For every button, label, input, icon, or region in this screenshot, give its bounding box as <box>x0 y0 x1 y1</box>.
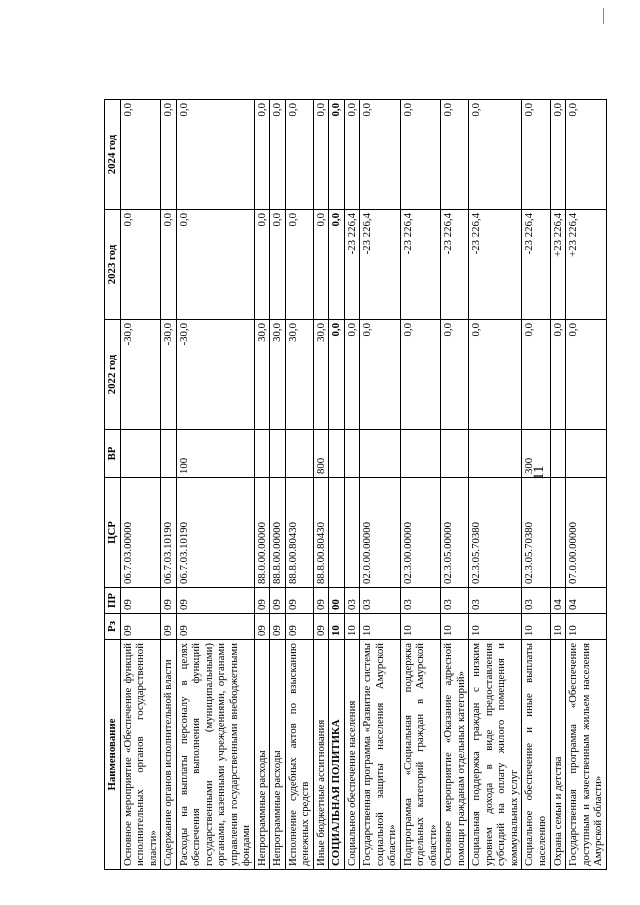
cell-rz: 09 <box>313 614 329 640</box>
cell-rz: 09 <box>161 614 177 640</box>
cell-vr <box>469 430 522 478</box>
cell-rz: 09 <box>270 614 286 640</box>
cell-y2024: 0,0 <box>270 100 286 210</box>
cell-y2023: -23 226,4 <box>441 210 469 320</box>
cell-y2023: +23 226,4 <box>550 210 566 320</box>
cell-rz: 10 <box>344 614 360 640</box>
cell-pr: 03 <box>344 588 360 614</box>
header-csr: ЦСР <box>105 478 121 588</box>
cell-name: Расходы на выплаты персоналу в целях обеспечения выполнения функций государственными (муниципальными) органами, казенными учреждениями, органами управления государственными внебюджетными фондами <box>176 640 254 870</box>
cell-csr <box>550 478 566 588</box>
table-row <box>522 100 550 870</box>
cell-y2022: 0,0 <box>360 320 401 430</box>
cell-csr <box>344 478 360 588</box>
cell-y2024: 0,0 <box>522 100 550 210</box>
rotated-page <box>104 100 634 870</box>
table-row <box>344 100 360 870</box>
cell-pr: 09 <box>270 588 286 614</box>
cell-vr <box>270 430 286 478</box>
cell-csr: 02.3.05.70380 <box>522 478 550 588</box>
cell-y2023: 0,0 <box>161 210 177 320</box>
cell-csr: 06.7.03.10190 <box>161 478 177 588</box>
table-row <box>566 100 607 870</box>
cell-rz: 10 <box>441 614 469 640</box>
cell-y2023: 0,0 <box>176 210 254 320</box>
cell-pr: 09 <box>313 588 329 614</box>
cell-csr: 02.0.00.00000 <box>360 478 401 588</box>
scan-mark <box>603 8 604 24</box>
cell-y2023: -23 226,4 <box>522 210 550 320</box>
cell-y2024: 0,0 <box>176 100 254 210</box>
cell-y2024: 0,0 <box>161 100 177 210</box>
cell-csr: 02.3.00.00000 <box>400 478 441 588</box>
cell-y2024: 0,0 <box>566 100 607 210</box>
table-header-row <box>105 100 121 870</box>
cell-pr: 00 <box>329 588 345 614</box>
table-row <box>313 100 329 870</box>
cell-csr: 06.7.03.10190 <box>176 478 254 588</box>
cell-pr: 04 <box>550 588 566 614</box>
cell-y2024: 0,0 <box>441 100 469 210</box>
cell-rz: 10 <box>566 614 607 640</box>
cell-csr: 88.8.00.00000 <box>270 478 286 588</box>
cell-y2024: 0,0 <box>344 100 360 210</box>
cell-y2023: 0,0 <box>254 210 270 320</box>
cell-y2023: -23 226,4 <box>400 210 441 320</box>
cell-y2024: 0,0 <box>120 100 161 210</box>
cell-csr: 06.7.03.00000 <box>120 478 161 588</box>
cell-pr: 03 <box>522 588 550 614</box>
cell-vr <box>285 430 313 478</box>
cell-name: Социальная поддержка граждан с низким уровнем дохода в виде предоставления субсидий на оплату жилого помещения и коммунальных услуг <box>469 640 522 870</box>
cell-name: Непрограммные расходы <box>270 640 286 870</box>
cell-rz: 10 <box>550 614 566 640</box>
cell-y2022: -30,0 <box>161 320 177 430</box>
cell-rz: 10 <box>522 614 550 640</box>
header-2022: 2022 год <box>105 320 121 430</box>
header-2023: 2023 год <box>105 210 121 320</box>
cell-y2022: 30,0 <box>285 320 313 430</box>
cell-name: Подпрограмма «Социальная поддержка отдельных категорий граждан в Амурской области» <box>400 640 441 870</box>
cell-y2024: 0,0 <box>469 100 522 210</box>
table-row <box>254 100 270 870</box>
cell-pr: 04 <box>566 588 607 614</box>
cell-y2024: 0,0 <box>550 100 566 210</box>
cell-y2024: 0,0 <box>360 100 401 210</box>
table-row <box>120 100 161 870</box>
cell-name: Государственная программа «Развитие системы социальной защиты населения Амурской области» <box>360 640 401 870</box>
table-row <box>441 100 469 870</box>
header-pr: ПР <box>105 588 121 614</box>
cell-y2022: 0,0 <box>441 320 469 430</box>
cell-y2022: 0,0 <box>550 320 566 430</box>
cell-rz: 09 <box>254 614 270 640</box>
cell-y2022: 0,0 <box>400 320 441 430</box>
cell-vr <box>441 430 469 478</box>
cell-vr <box>120 430 161 478</box>
cell-y2023: 0,0 <box>329 210 345 320</box>
cell-vr <box>254 430 270 478</box>
cell-vr: 300 <box>522 430 550 478</box>
cell-csr: 07.0.00.00000 <box>566 478 607 588</box>
cell-y2023: 0,0 <box>120 210 161 320</box>
cell-vr: 100 <box>176 430 254 478</box>
table-row <box>161 100 177 870</box>
cell-y2024: 0,0 <box>400 100 441 210</box>
cell-pr: 09 <box>176 588 254 614</box>
cell-vr <box>550 430 566 478</box>
cell-y2022: 0,0 <box>469 320 522 430</box>
cell-csr: 02.3.05.00000 <box>441 478 469 588</box>
cell-name: Государственная программа «Обеспечение доступным и качественным жильем населения Амурской области» <box>566 640 607 870</box>
cell-name: Основное мероприятие «Обеспечение функций исполнительных органов государственной власти» <box>120 640 161 870</box>
cell-y2023: 0,0 <box>285 210 313 320</box>
page-number: 11 <box>531 465 547 480</box>
cell-name: СОЦИАЛЬНАЯ ПОЛИТИКА <box>329 640 345 870</box>
cell-y2024: 0,0 <box>329 100 345 210</box>
cell-y2022: 0,0 <box>344 320 360 430</box>
table-row <box>400 100 441 870</box>
cell-y2023: +23 226,4 <box>566 210 607 320</box>
cell-csr: 88.8.00.80430 <box>285 478 313 588</box>
cell-rz: 10 <box>469 614 522 640</box>
cell-name: Иные бюджетные ассигнования <box>313 640 329 870</box>
cell-y2022: -30,0 <box>120 320 161 430</box>
cell-vr <box>329 430 345 478</box>
cell-y2022: 0,0 <box>566 320 607 430</box>
cell-y2024: 0,0 <box>254 100 270 210</box>
cell-vr <box>344 430 360 478</box>
cell-pr: 03 <box>441 588 469 614</box>
cell-csr <box>329 478 345 588</box>
cell-y2023: 0,0 <box>313 210 329 320</box>
cell-pr: 09 <box>285 588 313 614</box>
cell-rz: 09 <box>285 614 313 640</box>
header-2024: 2024 год <box>105 100 121 210</box>
header-name: Наименование <box>105 640 121 870</box>
table-row <box>270 100 286 870</box>
budget-table <box>104 99 607 870</box>
cell-name: Содержание органов исполнительной власти <box>161 640 177 870</box>
cell-vr <box>400 430 441 478</box>
cell-y2024: 0,0 <box>285 100 313 210</box>
cell-csr: 88.8.00.80430 <box>313 478 329 588</box>
cell-pr: 03 <box>469 588 522 614</box>
cell-vr: 800 <box>313 430 329 478</box>
cell-y2022: -30,0 <box>176 320 254 430</box>
cell-y2022: 30,0 <box>313 320 329 430</box>
cell-pr: 03 <box>400 588 441 614</box>
cell-vr <box>566 430 607 478</box>
table-row <box>285 100 313 870</box>
cell-y2022: 30,0 <box>254 320 270 430</box>
cell-name: Исполнение судебных актов по взысканию денежных средств <box>285 640 313 870</box>
cell-pr: 09 <box>161 588 177 614</box>
cell-y2022: 30,0 <box>270 320 286 430</box>
header-rz: Рз <box>105 614 121 640</box>
cell-rz: 10 <box>400 614 441 640</box>
cell-vr <box>161 430 177 478</box>
cell-rz: 10 <box>329 614 345 640</box>
cell-y2022: 0,0 <box>329 320 345 430</box>
cell-csr: 88.0.00.00000 <box>254 478 270 588</box>
table-row <box>550 100 566 870</box>
cell-pr: 03 <box>360 588 401 614</box>
header-vr: ВР <box>105 430 121 478</box>
cell-y2023: -23 226,4 <box>469 210 522 320</box>
cell-y2023: -23 226,4 <box>360 210 401 320</box>
cell-name: Основное мероприятие «Оказание адресной помощи гражданам отдельных категорий» <box>441 640 469 870</box>
cell-y2023: 0,0 <box>270 210 286 320</box>
cell-y2022: 0,0 <box>522 320 550 430</box>
table-row <box>176 100 254 870</box>
cell-name: Социальное обеспечение и иные выплаты населению <box>522 640 550 870</box>
table-body <box>120 100 606 870</box>
table-row <box>469 100 522 870</box>
cell-rz: 09 <box>120 614 161 640</box>
cell-csr: 02.3.05.70380 <box>469 478 522 588</box>
cell-name: Непрограммные расходы <box>254 640 270 870</box>
table-row <box>360 100 401 870</box>
cell-rz: 10 <box>360 614 401 640</box>
cell-rz: 09 <box>176 614 254 640</box>
cell-name: Социальное обеспечение населения <box>344 640 360 870</box>
cell-vr <box>360 430 401 478</box>
cell-pr: 09 <box>120 588 161 614</box>
table-row <box>329 100 345 870</box>
cell-y2024: 0,0 <box>313 100 329 210</box>
cell-name: Охрана семьи и детства <box>550 640 566 870</box>
cell-pr: 09 <box>254 588 270 614</box>
cell-y2023: -23 226,4 <box>344 210 360 320</box>
